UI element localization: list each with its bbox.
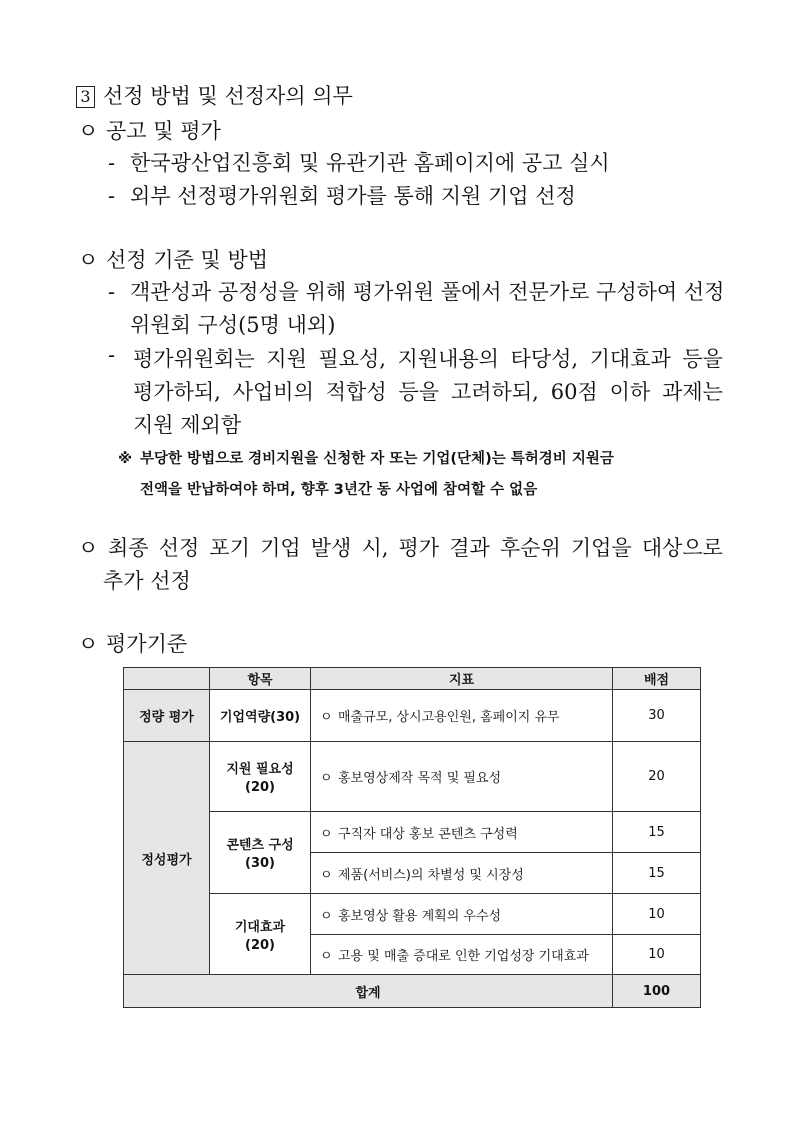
dash-mark: - [108, 280, 116, 304]
word: 후순위 [499, 536, 561, 560]
word: 지원내용의 [397, 347, 499, 371]
table-row [124, 690, 701, 742]
qual-label: 정성평가 [124, 742, 210, 975]
indicator-text: 제품(서비스)의 차별성 및 시장성 [338, 867, 524, 883]
bullet-final [78, 532, 106, 562]
quant-item: 기업역량(30) [210, 690, 311, 742]
table-total-row [124, 975, 701, 1008]
word: 필요성, [318, 347, 386, 371]
bullet-mark: ㅇ [78, 632, 99, 656]
effect-score-1: 10 [613, 894, 701, 935]
criteria-heading: 선정 기준 및 방법 [106, 248, 269, 272]
word: 지원 [266, 347, 307, 371]
word: 이하 [609, 380, 651, 404]
criteria-item-1 [108, 276, 724, 306]
announce-heading: 공고 및 평가 [106, 119, 221, 143]
word: 기업을 [570, 536, 632, 560]
need-item-line-2: (20) [245, 780, 275, 795]
bullet-mark: ㅇ [320, 867, 333, 883]
word: 등을 [682, 347, 723, 371]
word: 시, [361, 536, 389, 560]
section-title-text: 선정 방법 및 선정자의 의무 [103, 84, 353, 108]
need-item-line-1: 지원 필요성 [226, 762, 294, 777]
word: 등을 [398, 380, 440, 404]
criteria-item-1-line-2: 위원회 구성(5명 내외) [130, 313, 336, 337]
effect-item-line-2: (20) [245, 937, 275, 953]
quant-label: 정량 평가 [124, 690, 210, 742]
bullet-mark: ㅇ [78, 248, 99, 272]
effect-score-2: 10 [613, 935, 701, 975]
word: 적합성 [325, 380, 387, 404]
criteria-item-2-line-2 [133, 376, 723, 406]
bullet-mark: ㅇ [320, 908, 333, 924]
note-line-1 [118, 447, 614, 468]
total-label: 합계 [124, 975, 613, 1008]
announce-item-text: 한국광산업진흥회 및 유관기관 홈페이지에 공고 실시 [130, 151, 610, 175]
indicator-text: 홍보영상제작 목적 및 필요성 [338, 771, 502, 786]
word: 고려하되, [450, 380, 539, 404]
announce-item-1 [108, 147, 610, 177]
total-score: 100 [613, 975, 701, 1008]
content-score-1: 15 [613, 812, 701, 853]
dash-mark: - [108, 151, 116, 175]
indicator-text: 매출규모, 상시고용인원, 홈페이지 유무 [338, 710, 560, 725]
indicator-text: 홍보영상 활용 계획의 우수성 [338, 908, 502, 924]
content-indicator-2 [311, 853, 613, 894]
announce-item-text: 외부 선정평가위원회 평가를 통해 지원 기업 선정 [130, 184, 576, 208]
word: 결과 [449, 536, 490, 560]
criteria-item-2-dash [108, 343, 115, 367]
quant-score: 30 [613, 690, 701, 742]
table-header-row [124, 668, 701, 690]
criteria-item-2-line-1 [133, 343, 723, 373]
bullet-mark: ㅇ [320, 771, 333, 786]
effect-item [210, 894, 311, 975]
note-line-2: 전액을 반납하여야 하며, 향후 3년간 동 사업에 참여할 수 없음 [140, 482, 538, 498]
bullet-mark: ㅇ [78, 119, 99, 143]
table-row [124, 812, 701, 853]
criteria-item-2-line-3: 지원 제외함 [133, 413, 242, 437]
header-score: 배점 [613, 668, 701, 690]
word: 평가위원회는 [133, 347, 255, 371]
bullet-criteria [78, 244, 268, 274]
bullet-mark: ㅇ [320, 710, 333, 725]
word: 대상으로 [641, 536, 723, 560]
word: 평가하되, [133, 380, 221, 404]
section-title [76, 80, 353, 110]
bullet-mark: ㅇ [320, 826, 333, 842]
final-line-1 [108, 532, 723, 562]
effect-indicator-1 [311, 894, 613, 935]
need-item [210, 742, 311, 812]
word: 사업비의 [232, 380, 314, 404]
evaluation-table [123, 667, 701, 1008]
header-indicator: 지표 [311, 668, 613, 690]
note-mark: ※ [118, 451, 133, 467]
content-item-line-2: (30) [245, 856, 275, 871]
word: 발생 [310, 536, 352, 560]
note-text-1: 부당한 방법으로 경비지원을 신청한 자 또는 기업(단체)는 특허경비 지원금 [140, 451, 614, 467]
bullet-announce [78, 115, 221, 145]
word: 기대효과 [589, 347, 671, 371]
table-row [124, 742, 701, 812]
content-item-line-1: 콘텐츠 구성 [226, 838, 294, 853]
content-score-2: 15 [613, 853, 701, 894]
indicator-text: 고용 및 매출 증대로 인한 기업성장 기대효과 [338, 949, 589, 964]
header-item: 항목 [210, 668, 311, 690]
word: 타당성, [510, 347, 579, 371]
need-indicator [311, 742, 613, 812]
word: 60점 [550, 380, 598, 404]
dash-mark: - [108, 343, 116, 367]
word: 기업 [260, 536, 301, 560]
word: 포기 [209, 536, 250, 560]
bullet-eval [78, 628, 187, 658]
criteria-item-1-line-1: 객관성과 공정성을 위해 평가위원 풀에서 전문가로 구성하여 선정 [130, 280, 725, 304]
indicator-text: 구직자 대상 홍보 콘텐츠 구성력 [338, 826, 518, 842]
header-blank [124, 668, 210, 690]
word: 최종 [108, 536, 149, 560]
bullet-mark: ㅇ [320, 949, 333, 964]
effect-item-line-1: 기대효과 [234, 919, 286, 935]
dash-mark: - [108, 184, 116, 208]
table-row [124, 894, 701, 935]
eval-heading: 평가기준 [106, 632, 188, 656]
word: 평가 [398, 536, 440, 560]
quant-indicator [311, 690, 613, 742]
effect-indicator-2 [311, 935, 613, 975]
need-score: 20 [613, 742, 701, 812]
final-line-2: 추가 선정 [103, 569, 191, 593]
section-number: 3 [76, 86, 95, 108]
content-item [210, 812, 311, 894]
bullet-mark: ㅇ [78, 536, 99, 560]
announce-item-2 [108, 180, 576, 210]
word: 과제는 [662, 380, 723, 404]
word: 선정 [158, 536, 200, 560]
content-indicator-1 [311, 812, 613, 853]
